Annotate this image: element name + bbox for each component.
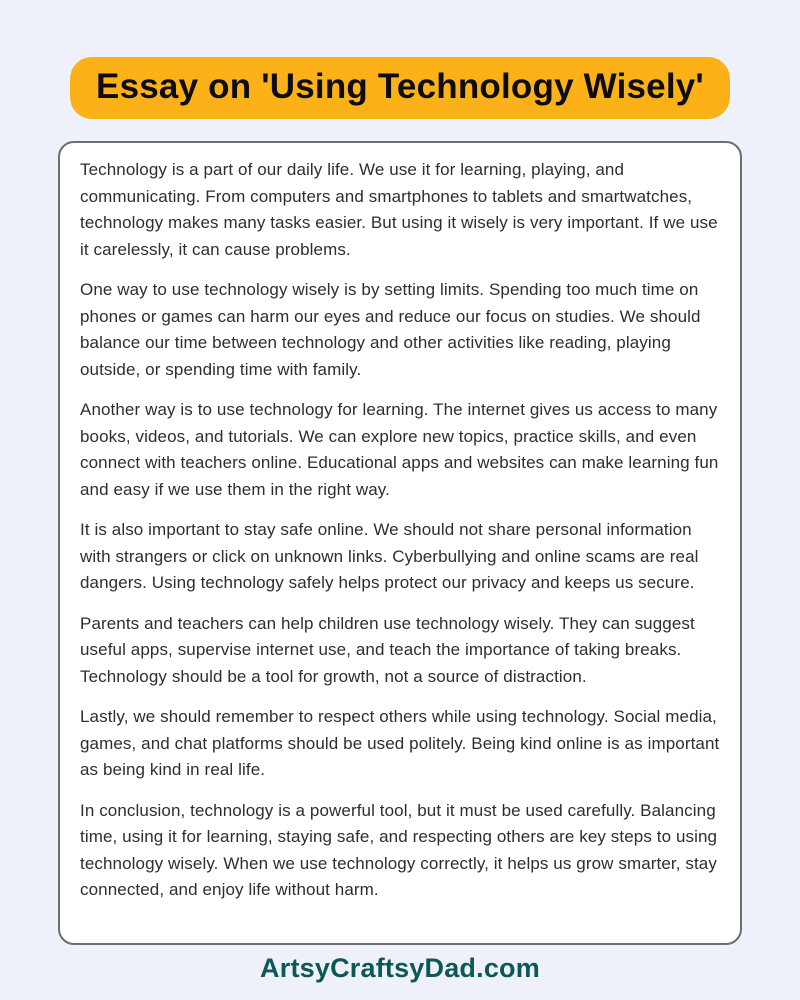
essay-card — [58, 141, 742, 945]
page-title: Essay on 'Using Technology Wisely' — [96, 67, 704, 106]
essay-paragraph-learning: Another way is to use technology for learning. The internet gives us access to many books, videos, and tutorials. We can explore new topics, practice skills, and even connect with teachers online. Educational apps and websites can make learning fun and easy if we use them in the right way. — [80, 400, 719, 499]
essay-paragraph-conclusion: In conclusion, technology is a powerful tool, but it must be used carefully. Balancing time, using it for learning, staying safe, and respecting others are key steps to using technology wisely. When we use technology correctly, it helps us grow smarter, stay connected, and enjoy life without harm. — [80, 800, 718, 899]
essay-paragraph-parents-teachers: Parents and teachers can help children use technology wisely. They can suggest useful apps, supervise internet use, and teach the importance of taking breaks. Technology should be a tool for growth, not a source of distraction. — [80, 613, 695, 686]
site-footer — [260, 953, 540, 984]
essay-title-banner — [70, 57, 730, 119]
essay-paragraph-intro: Technology is a part of our daily life. We use it for learning, playing, and communicating. From computers and smartphones to tablets and smartwatches, technology makes many tasks easier. But using it wisely is very important. If we use it carelessly, it can cause problems. — [80, 160, 718, 259]
essay-paragraph-setting-limits: One way to use technology wisely is by setting limits. Spending too much time on phones or games can harm our eyes and reduce our focus on studies. We should balance our time between technology and other activities like reading, playing outside, or spending time with family. — [80, 280, 701, 379]
site-name: ArtsyCraftsyDad.com — [260, 953, 540, 983]
essay-paragraph-respect-others: Lastly, we should remember to respect others while using technology. Social media, games, and chat platforms should be used politely. Being kind online is as important as being kind in real life. — [80, 707, 720, 779]
essay-paragraph-online-safety: It is also important to stay safe online. We should not share personal information with strangers or click on unknown links. Cyberbullying and online scams are real dangers. Using technology safely helps protect our privacy and keeps us secure. — [80, 520, 699, 592]
